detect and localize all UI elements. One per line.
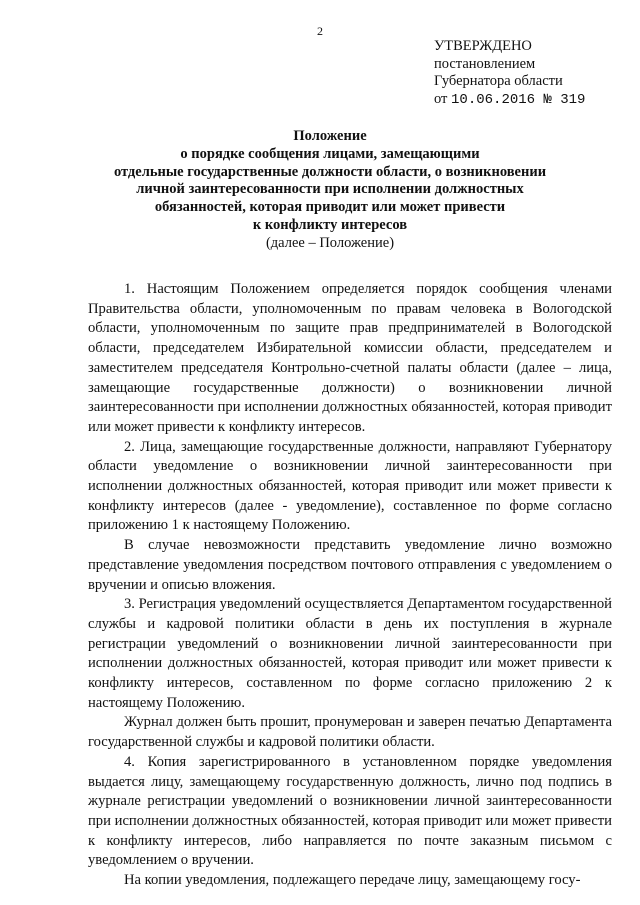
- document-title: [90, 128, 570, 253]
- approval-stamp: [434, 38, 585, 109]
- paragraph-5: Журнал должен быть прошит, пронумерован и заверен печатью Департамента государственной службы и кадровой политики области.: [88, 714, 612, 751]
- title-subtitle: (далее – Положение): [265, 234, 395, 251]
- approval-date-line: [434, 91, 585, 110]
- approval-date-value: 10.06.2016 № 319: [451, 91, 586, 108]
- title-line-4: личной заинтересованности при исполнении должностных: [136, 181, 524, 198]
- paragraph-1: 1. Настоящим Положением определяется порядок сообщения членами Правительства области, уполномоченным по правам человека в Вологодской области, уполномоченным по защите прав предпринимателей в Вологодской области, председателем Избирательной комиссии области, председателем и заместителем председателя Контрольно-счетной палаты области (далее – лица, замещающие государственные должности) о возникновении личной заинтересованности при исполнении должностных обязанностей, которая приводит или может привести к конфликту интересов.: [88, 281, 612, 435]
- page-number: 2: [317, 24, 323, 38]
- paragraph-7: На копии уведомления, подлежащего передаче лицу, замещающему госу-: [124, 872, 581, 889]
- document-body: [88, 280, 612, 891]
- title-line-3: отдельные государственные должности области, о возникновении: [113, 163, 547, 180]
- title-line-6: к конфликту интересов: [252, 216, 408, 233]
- approval-line-1: постановлением: [434, 55, 536, 72]
- title-line-2: о порядке сообщения лицами, замещающими: [180, 145, 480, 162]
- title-line-1: Положение: [293, 128, 367, 144]
- paragraph-2: 2. Лица, замещающие государственные должности, направляют Губернатору области уведомление о возникновении личной заинтересованности при исполнении должностных обязанностей, которая приводит или может привести к конфликту интересов (далее - уведомление), составленное по форме согласно приложению 1 к настоящему Положению.: [88, 438, 612, 534]
- paragraph-3: В случае невозможности представить уведомление лично возможно представление уведомления посредством почтового отправления с уведомлением о вручении и описью вложения.: [88, 537, 612, 593]
- approval-heading: УТВЕРЖДЕНО: [434, 38, 532, 54]
- paragraph-4: 3. Регистрация уведомлений осуществляется Департаментом государственной службы и кадровой политики области в день их поступления в журнале регистрации уведомлений о возникновении личной заинтересованности при исполнении должностных обязанностей, которая приводит или может привести к конфликту интересов, составленном по форме согласно приложению 2 к настоящему Положению.: [88, 596, 612, 711]
- approval-date-prefix: от: [434, 90, 448, 107]
- title-line-5: обязанностей, которая приводит или может привести: [154, 199, 506, 216]
- approval-line-2: Губернатора области: [434, 73, 563, 89]
- paragraph-6: 4. Копия зарегистрированного в установленном порядке уведомления выдается лицу, замещающему государственную должность, лично под подпись в журнале регистрации уведомлений о возникновении личной заинтересованности при исполнении должностных обязанностей, которая приводит или может привести к конфликту интересов, либо направляется по почте заказным письмом с уведомлением о вручении.: [88, 753, 612, 869]
